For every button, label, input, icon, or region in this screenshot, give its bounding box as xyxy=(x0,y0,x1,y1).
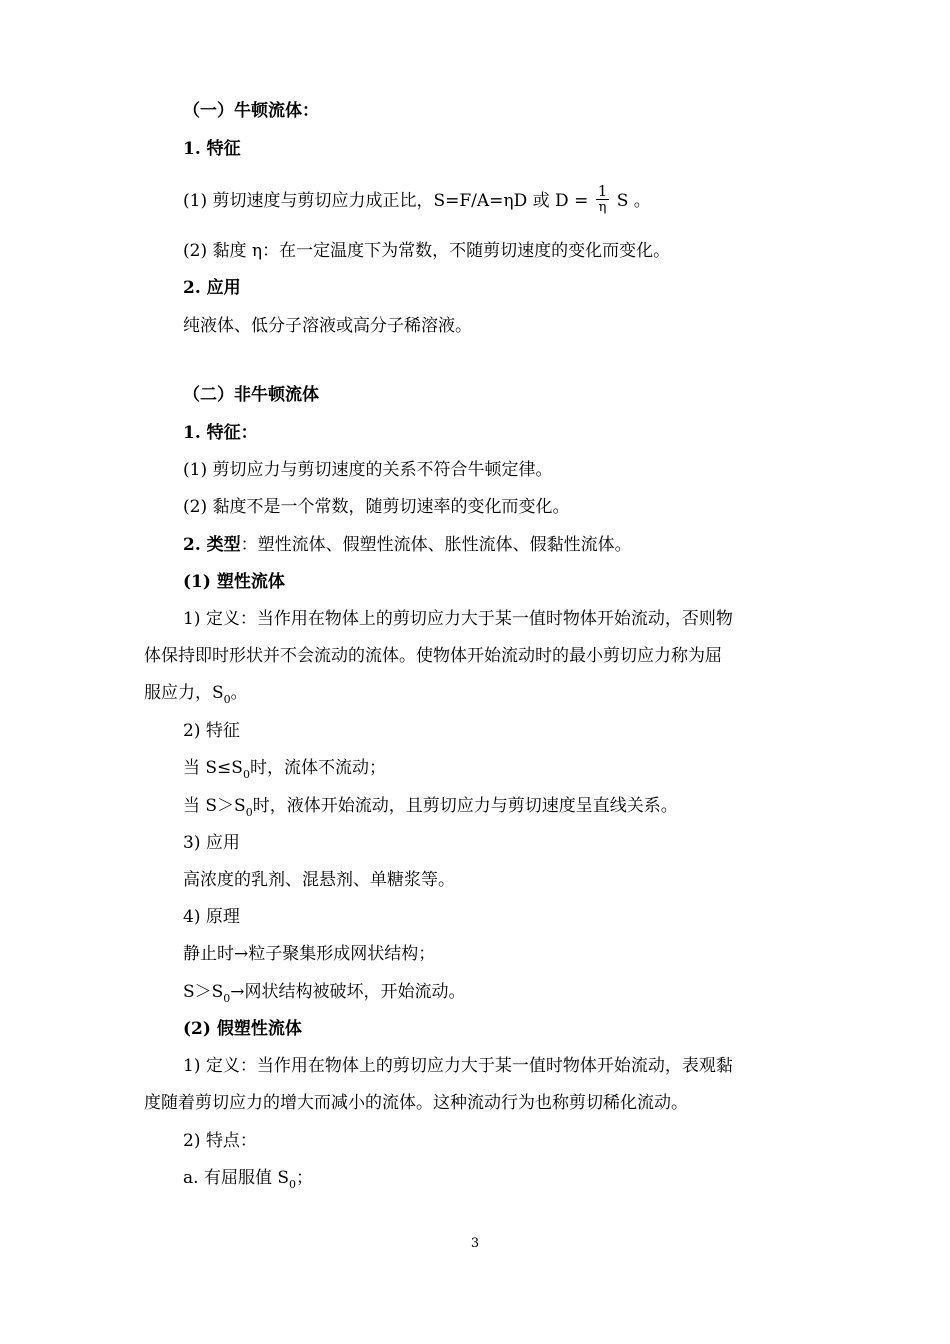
feature-tail: 时，流体不流动； xyxy=(249,758,386,778)
principle-text: S＞S xyxy=(183,982,224,1002)
feature-tail: 时，液体开始流动，且剪切应力与剪切速度呈直线关系。 xyxy=(252,796,678,816)
feature-text: 当 S＞S xyxy=(183,796,246,816)
subscript: 0 xyxy=(289,1178,296,1191)
feature-line xyxy=(183,1167,313,1191)
plastic-fluid-title: (1) 塑性流体 xyxy=(183,572,285,592)
feature-text: 当 S≤S xyxy=(183,758,243,778)
application-title: 2. 应用 xyxy=(183,278,241,298)
types-line xyxy=(183,534,632,556)
item1-tail: S 。 xyxy=(616,191,651,211)
feature-line xyxy=(183,757,386,781)
application-text: 高浓度的乳剂、混悬剂、单糖浆等。 xyxy=(183,870,455,890)
principle-line xyxy=(183,981,466,1005)
fraction-denominator: η xyxy=(598,200,607,215)
section-heading-newtonian: （一）牛顿流体： xyxy=(183,101,319,121)
types-text: ：塑性流体、假塑性流体、胀性流体、假黏性流体。 xyxy=(240,535,632,555)
types-label: 2. 类型 xyxy=(183,535,241,555)
fraction xyxy=(596,183,610,216)
principle-tail: →网状结构被破坏，开始流动。 xyxy=(230,982,466,1002)
feature-tail: ； xyxy=(296,1168,313,1188)
feature-title: 1. 特征 xyxy=(183,139,241,159)
item1-text: (1) 剪切速度与剪切应力成正比，S=F/A=ηD 或 D = xyxy=(183,191,589,211)
paragraph-item2: (2) 黏度不是一个常数，随剪切速率的变化而变化。 xyxy=(183,497,570,517)
principle-subtitle: 4) 原理 xyxy=(183,907,240,927)
page-number: 3 xyxy=(470,1236,480,1251)
subscript: 0 xyxy=(223,693,231,706)
subscript: 0 xyxy=(245,806,253,819)
section-heading-non-newtonian: （二）非牛顿流体 xyxy=(183,385,319,405)
paragraph-item1: (1) 剪切应力与剪切速度的关系不符合牛顿定律。 xyxy=(183,460,553,480)
definition-line xyxy=(144,682,248,706)
fraction-numerator: 1 xyxy=(597,182,608,200)
feature-text: a. 有屈服值 S xyxy=(183,1168,289,1188)
definition-line: 体保持即时形状并不会流动的流体。使物体开始流动时的最小剪切应力称为屈 xyxy=(144,646,722,666)
application-text: 纯液体、低分子溶液或高分子稀溶液。 xyxy=(183,316,472,336)
definition-text: 服应力，S xyxy=(144,683,224,703)
definition-line: 1) 定义：当作用在物体上的剪切应力大于某一值时物体开始流动，表观黏 xyxy=(183,1056,733,1076)
pseudoplastic-fluid-title: (2) 假塑性流体 xyxy=(183,1019,302,1039)
application-subtitle: 3) 应用 xyxy=(183,833,240,853)
feature-title: 1. 特征： xyxy=(183,423,258,443)
subscript: 0 xyxy=(223,992,231,1005)
definition-line: 1) 定义：当作用在物体上的剪切应力大于某一值时物体开始流动，否则物 xyxy=(183,609,733,629)
paragraph-item2: (2) 黏度 η：在一定温度下为常数，不随剪切速度的变化而变化。 xyxy=(183,241,671,261)
feature-subtitle: 2) 特征 xyxy=(183,721,240,741)
subscript: 0 xyxy=(242,768,250,781)
feature-line xyxy=(183,795,678,819)
definition-tail: 。 xyxy=(230,683,248,703)
feature-subtitle: 2) 特点： xyxy=(183,1131,257,1151)
principle-line: 静止时→粒子聚集形成网状结构； xyxy=(183,944,436,964)
definition-line: 度随着剪切应力的增大而减小的流体。这种流动行为也称剪切稀化流动。 xyxy=(144,1093,688,1113)
paragraph-item1 xyxy=(183,182,651,218)
